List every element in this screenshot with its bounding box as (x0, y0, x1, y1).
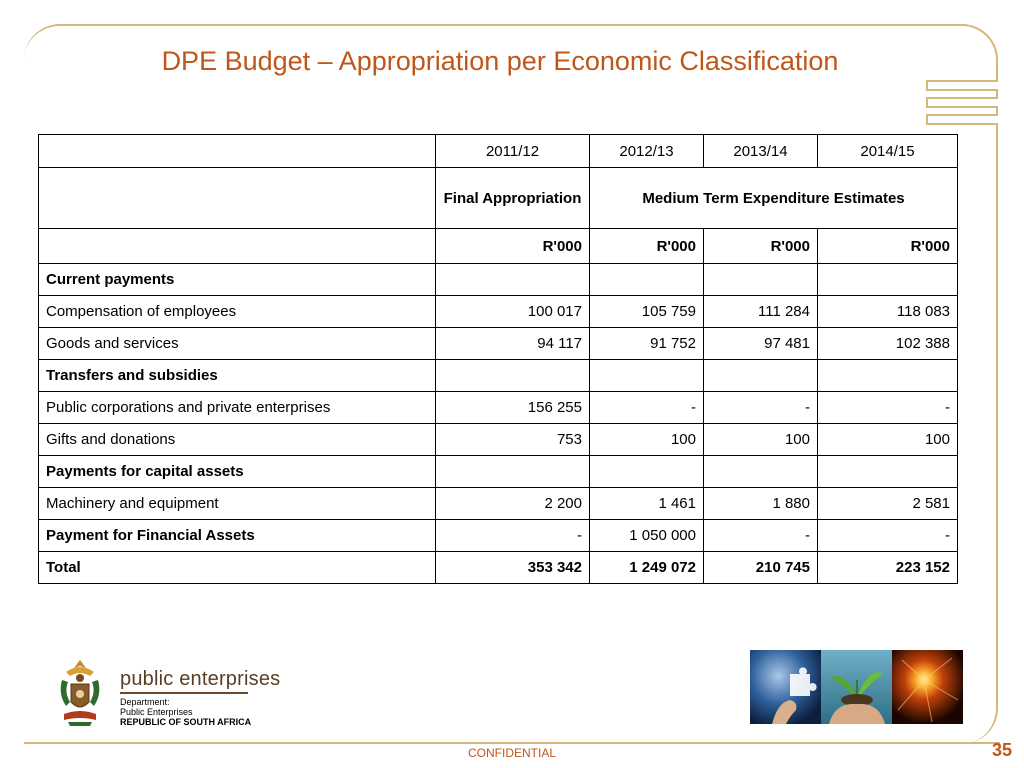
row-label: Public corporations and private enterprises (39, 392, 436, 424)
value-cell: 102 388 (818, 328, 958, 360)
value-cell: - (590, 392, 704, 424)
final-appropriation-header: Final Appropriation (436, 168, 590, 229)
department-logo (120, 668, 280, 727)
value-cell (818, 264, 958, 296)
light-burst-photo (892, 650, 963, 724)
value-cell: 105 759 (590, 296, 704, 328)
value-cell: 223 152 (818, 552, 958, 584)
value-cell: 100 (704, 424, 818, 456)
row-label: Machinery and equipment (39, 488, 436, 520)
year-header: 2013/14 (704, 135, 818, 168)
table-corner-cell (39, 135, 436, 168)
row-label: Goods and services (39, 328, 436, 360)
value-cell: 2 581 (818, 488, 958, 520)
year-header: 2011/12 (436, 135, 590, 168)
value-cell: 1 880 (704, 488, 818, 520)
row-label: Payment for Financial Assets (39, 520, 436, 552)
value-cell: 2 200 (436, 488, 590, 520)
mtef-header: Medium Term Expenditure Estimates (590, 168, 958, 229)
logo-rule (120, 692, 248, 694)
value-cell: 753 (436, 424, 590, 456)
table-row (39, 296, 958, 328)
value-cell (704, 264, 818, 296)
value-cell: - (704, 392, 818, 424)
coat-of-arms-icon (56, 658, 104, 728)
value-cell: 118 083 (818, 296, 958, 328)
value-cell (436, 456, 590, 488)
value-cell: 97 481 (704, 328, 818, 360)
value-cell (704, 360, 818, 392)
value-cell: 353 342 (436, 552, 590, 584)
row-label: Transfers and subsidies (39, 360, 436, 392)
table-row (39, 424, 958, 456)
unit-header: R'000 (436, 229, 590, 264)
table-body (39, 264, 958, 584)
logo-country: REPUBLIC OF SOUTH AFRICA (120, 717, 252, 727)
table-row (39, 328, 958, 360)
row-label: Total (39, 552, 436, 584)
value-cell: 156 255 (436, 392, 590, 424)
row-label: Compensation of employees (39, 296, 436, 328)
puzzle-hand-photo (750, 650, 821, 724)
decorative-bars (926, 80, 998, 131)
value-cell: 210 745 (704, 552, 818, 584)
decorative-bar (926, 80, 998, 91)
value-cell: 94 117 (436, 328, 590, 360)
value-cell: 1 249 072 (590, 552, 704, 584)
row-label: Payments for capital assets (39, 456, 436, 488)
row-label: Gifts and donations (39, 424, 436, 456)
table-header-descriptions (39, 168, 958, 229)
value-cell: 100 (818, 424, 958, 456)
logo-line: Department: (120, 697, 170, 707)
slide-title: DPE Budget – Appropriation per Economic Classification (161, 46, 839, 76)
value-cell (818, 360, 958, 392)
value-cell: 1 461 (590, 488, 704, 520)
table-corner-cell (39, 229, 436, 264)
table-corner-cell (39, 168, 436, 229)
photo-strip (750, 650, 964, 724)
decorative-bar (926, 97, 998, 108)
value-cell (590, 456, 704, 488)
table-row (39, 392, 958, 424)
row-label: Current payments (39, 264, 436, 296)
table-header-units (39, 229, 958, 264)
value-cell: - (436, 520, 590, 552)
year-header: 2012/13 (590, 135, 704, 168)
table-row (39, 456, 958, 488)
unit-header: R'000 (704, 229, 818, 264)
table-row (39, 520, 958, 552)
table-row (39, 264, 958, 296)
value-cell (818, 456, 958, 488)
value-cell: - (818, 392, 958, 424)
table-row (39, 488, 958, 520)
value-cell: 100 017 (436, 296, 590, 328)
page-number: 35 (991, 740, 1012, 760)
budget-table (38, 134, 958, 584)
value-cell (590, 264, 704, 296)
seedling-hands-photo (821, 650, 892, 724)
value-cell (436, 264, 590, 296)
value-cell (704, 456, 818, 488)
value-cell (590, 360, 704, 392)
year-header: 2014/15 (818, 135, 958, 168)
slide-frame-bottom-line (24, 742, 1000, 744)
table-row (39, 360, 958, 392)
table-header-years (39, 135, 958, 168)
value-cell: 111 284 (704, 296, 818, 328)
logo-name: public enterprises (120, 668, 281, 690)
unit-header: R'000 (590, 229, 704, 264)
table-row (39, 552, 958, 584)
value-cell (436, 360, 590, 392)
confidential-footer: CONFIDENTIAL (467, 746, 556, 760)
value-cell: - (704, 520, 818, 552)
value-cell: 91 752 (590, 328, 704, 360)
decorative-bar (926, 114, 998, 125)
value-cell: - (818, 520, 958, 552)
unit-header: R'000 (818, 229, 958, 264)
value-cell: 100 (590, 424, 704, 456)
value-cell: 1 050 000 (590, 520, 704, 552)
logo-line: Public Enterprises (120, 707, 193, 717)
